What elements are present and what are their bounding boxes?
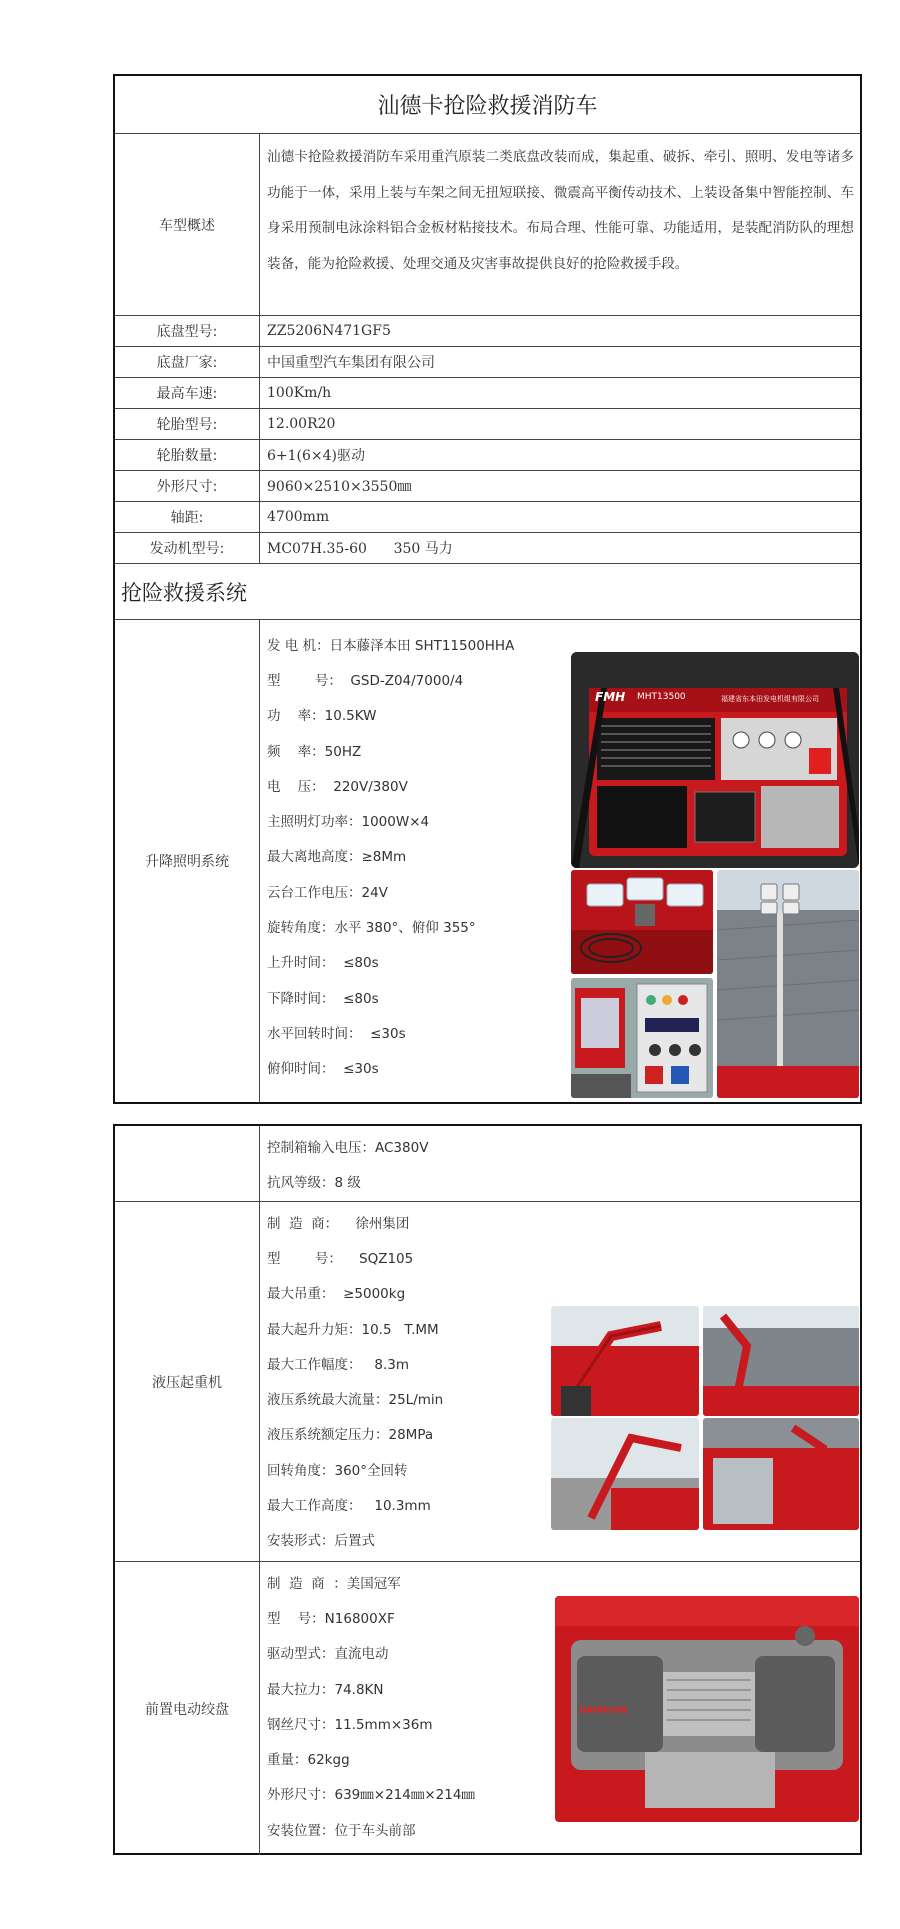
spec-line: 发 电 机：日本藤泽本田 SHT11500HHA: [267, 637, 515, 654]
crane-photo: [551, 1306, 699, 1416]
generator-model: MHT13500: [637, 692, 686, 702]
lighting-cont-row: [115, 1126, 860, 1202]
spec-line: 功 率：10.5KW: [267, 708, 377, 725]
winch-label: 前置电动绞盘: [115, 1562, 260, 1855]
spec-line: 下降时间： ≤80s: [267, 990, 379, 1007]
spec-line: 制 造 商 ：美国冠军: [267, 1575, 401, 1592]
spec-sheet-1: [113, 74, 862, 1104]
spec-row: [115, 409, 860, 440]
crane-photo: [703, 1306, 859, 1416]
lighting-label: 升降照明系统: [115, 620, 260, 1102]
lighting-specs: [261, 620, 571, 1085]
spec-line: 型 号： GSD-Z04/7000/4: [267, 672, 464, 689]
spec-row: [115, 533, 860, 564]
spec-value: 4700mm: [267, 509, 330, 525]
spec-line: 最大起升力矩：10.5 T.MM: [267, 1321, 439, 1338]
winch-specs: [261, 1562, 571, 1846]
overview-row: [115, 134, 860, 316]
spec-line: 上升时间： ≤80s: [267, 955, 379, 972]
spec-line: 回转角度：360°全回转: [267, 1462, 408, 1479]
spec-value: MC07H.35-60 350 马力: [267, 541, 453, 557]
spec-value: 中国重型汽车集团有限公司: [267, 355, 435, 371]
spec-line: 最大工作高度： 10.3mm: [267, 1498, 431, 1515]
crane-row: [115, 1202, 860, 1562]
spec-line: 俯仰时间： ≤30s: [267, 1061, 379, 1078]
spec-line: 水平回转时间： ≤30s: [267, 1025, 406, 1042]
spec-line: 安装位置：位于车头前部: [267, 1822, 416, 1839]
spec-label: 发动机型号:: [115, 533, 260, 563]
spec-row: [115, 471, 860, 502]
section-title: 抢险救援系统: [121, 580, 247, 605]
spec-line: 云台工作电压：24V: [267, 884, 388, 901]
spec-line: 最大吊重： ≥5000kg: [267, 1286, 406, 1303]
winch-brand: HAMPION: [579, 1706, 628, 1716]
light-heads-photo: [571, 870, 713, 974]
winch-photo: [555, 1596, 859, 1822]
spec-row: [115, 378, 860, 409]
spec-line: 液压系统最大流量：25L/min: [267, 1392, 444, 1409]
spec-value: ZZ5206N471GF5: [267, 323, 391, 339]
spec-label: 轮胎型号:: [115, 409, 260, 439]
spec-line: 主照明灯功率：1000W×4: [267, 814, 430, 831]
title-row: [115, 76, 860, 134]
spec-line: 电 压： 220V/380V: [267, 778, 408, 795]
spec-label: 轴距:: [115, 502, 260, 532]
overview-text: 汕德卡抢险救援消防车采用重汽原装二类底盘改装而成，集起重、破拆、牵引、照明、发电等诸多功能于一体，采用上装与车架之间无扭短联接、微震高平衡传动技术、上装设备集中智能控制、车身采用预制电泳涂料铝合金板材粘接技术。布局合理、性能可靠、功能适用，是装配消防队的理想装备，能为抢险救援、处理交通及灾害事故提供良好的抢险救援手段。: [267, 149, 854, 272]
spec-line: 重量：62kgg: [267, 1752, 350, 1769]
empty-label: [115, 1126, 260, 1201]
spec-line: 抗风等级：8 级: [267, 1174, 361, 1191]
spec-line: 控制箱输入电压：AC380V: [267, 1139, 429, 1156]
generator-brand: FMH: [595, 690, 626, 704]
spec-line: 频 率：50HZ: [267, 743, 362, 760]
spec-label: 外形尺寸:: [115, 471, 260, 501]
spec-line: 型 号：N16800XF: [267, 1610, 395, 1627]
crane-label: 液压起重机: [115, 1202, 260, 1561]
spec-line: 最大工作幅度： 8.3m: [267, 1356, 409, 1373]
winch-row: [115, 1562, 860, 1855]
spec-row: [115, 316, 860, 347]
spec-line: 安装形式：后置式: [267, 1533, 375, 1550]
spec-line: 外形尺寸：639㎜×214㎜×214㎜: [267, 1787, 475, 1804]
spec-label: 最高车速:: [115, 378, 260, 408]
tower-light-photo: [717, 870, 859, 1098]
spec-value: 9060×2510×3550㎜: [267, 479, 412, 495]
lighting-cont-specs: [261, 1126, 571, 1199]
section-row: [115, 564, 860, 620]
control-panel-photo: [571, 978, 713, 1098]
spec-line: 最大拉力：74.8KN: [267, 1681, 384, 1698]
generator-photo: [571, 652, 859, 868]
spec-line: 液压系统额定压力：28MPa: [267, 1427, 434, 1444]
spec-label: 轮胎数量:: [115, 440, 260, 470]
generator-maker: 福建省东本田发电机组有限公司: [721, 695, 819, 703]
spec-line: 型 号： SQZ105: [267, 1250, 414, 1267]
spec-line: 驱动型式：直流电动: [267, 1646, 389, 1663]
spec-label: 底盘厂家:: [115, 347, 260, 377]
spec-line: 旋转角度：水平 380°、俯仰 355°: [267, 920, 476, 937]
spec-label: 底盘型号:: [115, 316, 260, 346]
spec-line: 制 造 商： 徐州集团: [267, 1215, 410, 1232]
spec-sheet-2: [113, 1124, 862, 1855]
lighting-row: [115, 620, 860, 1102]
spec-row: [115, 502, 860, 533]
page-title: 汕德卡抢险救援消防车: [377, 94, 598, 119]
spec-value: 100Km/h: [267, 385, 332, 401]
spec-row: [115, 347, 860, 378]
spec-row: [115, 440, 860, 471]
crane-photo: [703, 1418, 859, 1530]
spec-value: 12.00R20: [267, 416, 336, 432]
spec-value: 6+1(6×4)驱动: [267, 448, 366, 464]
crane-specs: [261, 1202, 571, 1557]
overview-label: 车型概述: [115, 134, 260, 315]
crane-photo: [551, 1418, 699, 1530]
spec-line: 最大离地高度：≥8Mm: [267, 849, 407, 866]
spec-line: 钢丝尺寸：11.5mm×36m: [267, 1716, 433, 1733]
